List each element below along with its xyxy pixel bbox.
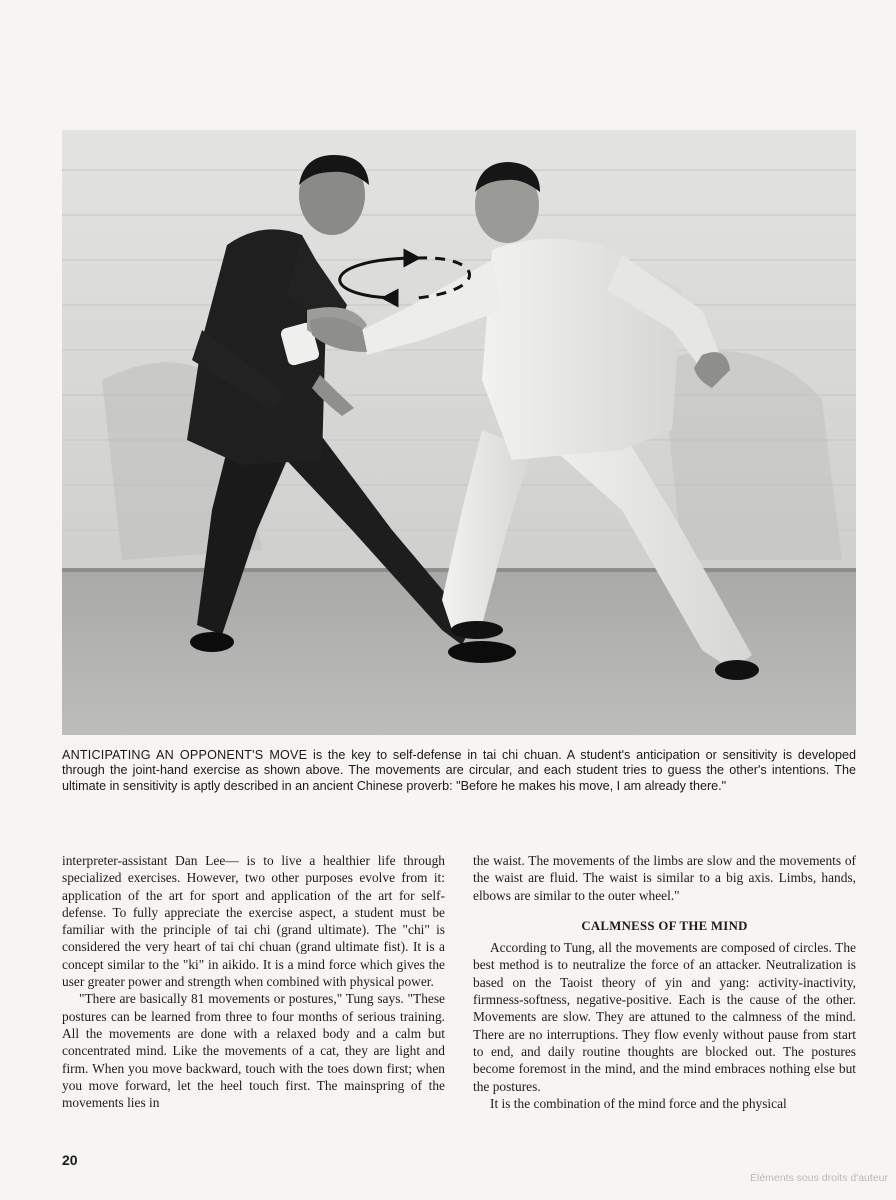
caption-text: is the key to self-defense in tai chi chuan. A student's anticipation or sensitivity is developed through the joint-hand exercise as shown above. The movements are circular, and each student tries to guess the other's intentions. The ultimate in sensitivity is aptly described in an ancient Chinese proverb: "Before he makes his move, I am already there." <box>62 748 857 793</box>
page-number: 20 <box>62 1152 78 1168</box>
photo-caption <box>62 748 856 794</box>
left-column <box>62 852 445 1111</box>
right-paragraph-1: the waist. The movements of the limbs are slow and the movements of the waist are fluid. The waist is similar to a big axis. Limbs, hands, elbows are similar to the outer wheel." <box>473 853 856 903</box>
photo-illustration <box>62 130 856 735</box>
left-paragraph-2: "There are basically 81 movements or postures," Tung says. "These postures can be learned from three to four months of serious training. All the movements are done with a relaxed body and a calm but concentrated mind. Like the movements of a cat, they are light and firm. When you move backward, touch with the toes down first; when you move forward, let the heel touch first. The mainspring of the movements lies in <box>62 991 445 1111</box>
watermark: Éléments sous droits d'auteur <box>750 1172 888 1184</box>
right-paragraph-2: According to Tung, all the movements are composed of circles. The best method is to neutralize the force of an attacker. Neutralization is based on the Taoist theory of yin and yang: activity-inactivity, firmness-softness, negative-positive. Each is the cause of the other. Movements are slow. They are attuned to the calmness of the mind. There are no interruptions. They flow evenly without pause from start to end, and daily routine thoughts are blocked out. The postures become foremost in the mind, and the mind embraces nothing else but the postures. <box>473 940 856 1094</box>
photo <box>62 130 856 735</box>
left-paragraph-1: interpreter-assistant Dan Lee— is to live a healthier life through specialized exercises. However, two other purposes evolve from it: application of the art for sport and application of the art for self-defense. To fully appreciate the exercise aspect, a student must be familiar with the principle of tai chi (grand ultimate). The "chi" is considered the very heart of tai chi chuan (grand ultimate fist). It is a concept similar to the "ki" in aikido. It is a mind force which gives the user greater power and strength when combined with physical power. <box>62 853 445 990</box>
section-heading: CALMNESS OF THE MIND <box>581 918 748 933</box>
caption-lead: ANTICIPATING AN OPPONENT'S MOVE <box>62 748 308 762</box>
right-paragraph-3: It is the combination of the mind force and the physical <box>490 1095 787 1111</box>
right-column <box>473 852 856 1112</box>
